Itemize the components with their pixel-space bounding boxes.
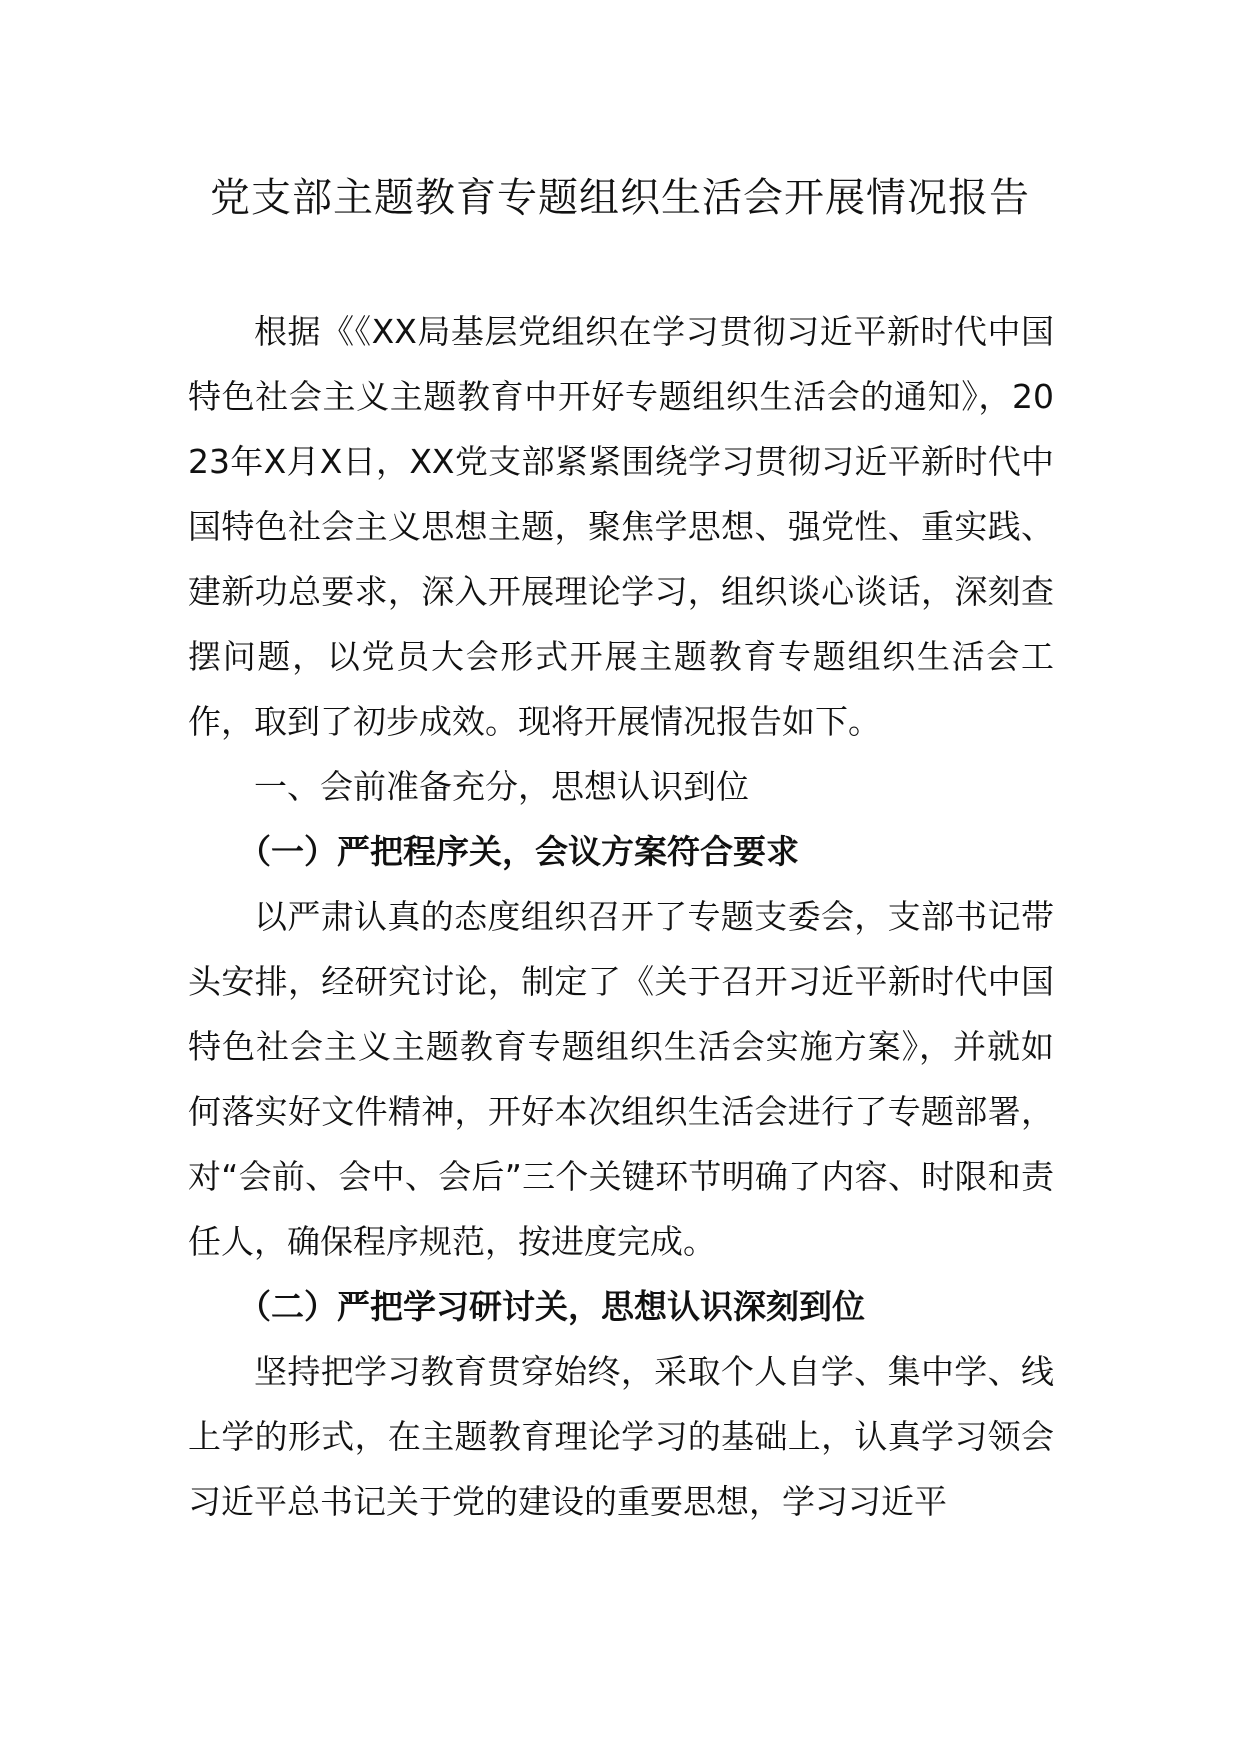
paragraph-study: 坚持把学习教育贯穿始终，采取个人自学、集中学、线上学的形式，在主题教育理论学习的基础上，认真学习领会习近平总书记关于党的建设的重要思想，学习习近平 — [188, 1352, 1054, 1521]
document-title: 党支部主题教育专题组织生活会开展情况报告 — [210, 175, 1030, 221]
section-heading-1: 一、会前准备充分，思想认识到位 — [254, 767, 749, 806]
paragraph-procedure: 以严肃认真的态度组织召开了专题支委会，支部书记带头安排，经研究讨论，制定了《关于召开习近平新时代中国特色社会主义主题教育专题组织生活会实施方案》，并就如何落实好文件精神，开好本次组织生活会进行了专题部署，对“会前、会中、会后”三个关键环节明确了内容、时限和责任人，确保程序规范，按进度完成。 — [188, 897, 1054, 1261]
document-body — [188, 299, 1054, 1534]
subsection-heading-1: （一）严把程序关，会议方案符合要求 — [238, 832, 799, 871]
paragraph-intro: 根据《《XX局基层党组织在学习贯彻习近平新时代中国特色社会主义主题教育中开好专题组织生活会的通知》，2023年X月X日，XX党支部紧紧围绕学习贯彻习近平新时代中国特色社会主义思想主题，聚焦学思想、强党性、重实践、建新功总要求，深入开展理论学习，组织谈心谈话，深刻查摆问题，以党员大会形式开展主题教育专题组织生活会工作，取到了初步成效。现将开展情况报告如下。 — [188, 312, 1054, 741]
subsection-heading-2: （二）严把学习研讨关，思想认识深刻到位 — [238, 1287, 865, 1326]
